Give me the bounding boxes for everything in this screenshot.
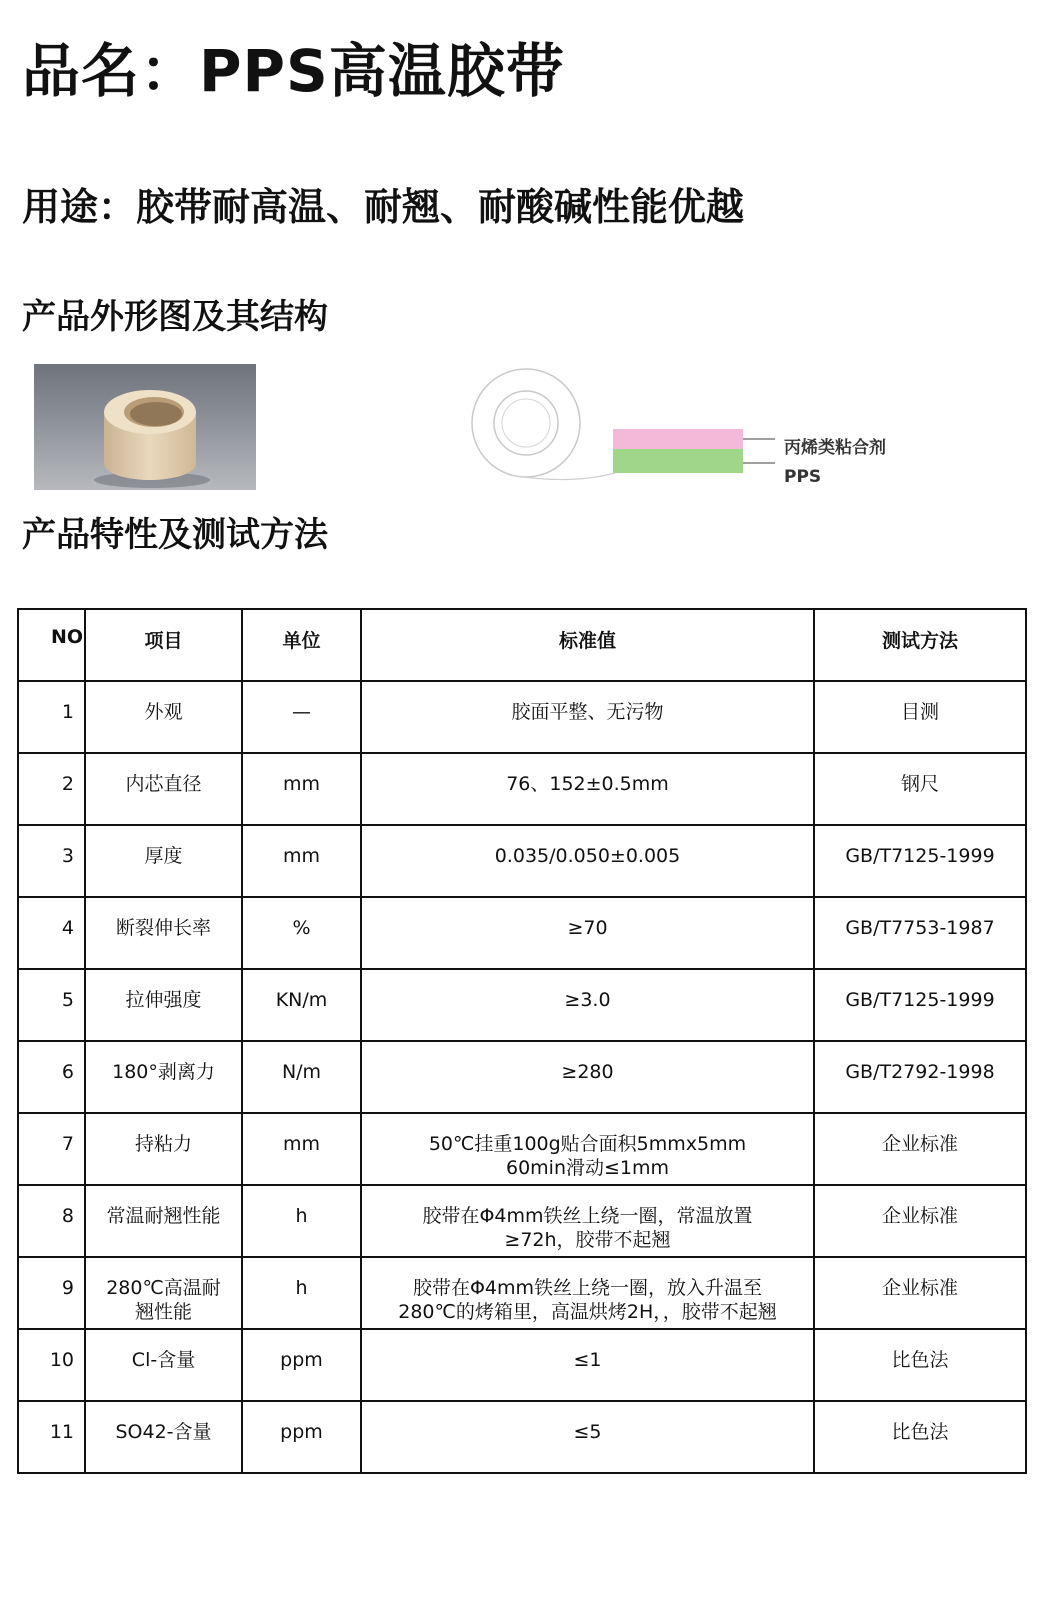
cell-no: 11 [18,1401,85,1473]
cell-standard: ≤5 [361,1401,814,1473]
structure-heading: 产品外形图及其结构 [22,297,328,337]
cell-method: 目测 [814,681,1026,753]
product-usage: 用途：胶带耐高温、耐翘、耐酸碱性能优越 [22,185,745,229]
cell-no: 2 [18,753,85,825]
table-header-row [18,609,1026,681]
cell-method: 企业标准 [814,1185,1026,1257]
col-header-no: NO [18,609,85,681]
cell-item: SO42-含量 [85,1401,242,1473]
cell-no: 4 [18,897,85,969]
cell-method: GB/T7125-1999 [814,825,1026,897]
cell-item [85,1257,242,1329]
cell-standard [361,1113,814,1185]
cell-method: GB/T7125-1999 [814,969,1026,1041]
cell-method: GB/T2792-1998 [814,1041,1026,1113]
col-header-item: 项目 [85,609,242,681]
cell-unit: mm [242,753,361,825]
cell-standard: 胶面平整、无污物 [361,681,814,753]
tape-roll-icon [34,364,256,490]
properties-heading: 产品特性及测试方法 [22,515,328,555]
cell-item: 厚度 [85,825,242,897]
standard-line-2: ≥72h，胶带不起翘 [504,1229,671,1251]
adhesive-layer-label: 丙烯类粘合剂 [784,438,886,458]
standard-line-2: 280℃的烤箱里，高温烘烤2H，，胶带不起翘 [398,1301,777,1323]
cell-standard: ≤1 [361,1329,814,1401]
cell-item: 常温耐翘性能 [85,1185,242,1257]
pps-layer-label: PPS [784,467,822,487]
cell-unit: ppm [242,1401,361,1473]
cell-standard: ≥70 [361,897,814,969]
table-row [18,681,1026,753]
cell-item: 断裂伸长率 [85,897,242,969]
cell-method: 企业标准 [814,1257,1026,1329]
cell-item: 内芯直径 [85,753,242,825]
col-header-standard: 标准值 [361,609,814,681]
table-row [18,1401,1026,1473]
tape-roll-photo [34,364,256,490]
cell-standard: ≥3.0 [361,969,814,1041]
standard-line-1: 胶带在Φ4mm铁丝上绕一圈，常温放置 [422,1205,753,1227]
cell-method: 企业标准 [814,1113,1026,1185]
pps-layer [613,449,743,473]
cell-unit: ppm [242,1329,361,1401]
tape-outer-ring [472,369,580,477]
spec-table [17,608,1027,1474]
cell-item: 外观 [85,681,242,753]
cell-no: 5 [18,969,85,1041]
table-row [18,1185,1026,1257]
cell-standard: 0.035/0.050±0.005 [361,825,814,897]
cell-no: 6 [18,1041,85,1113]
col-header-method: 测试方法 [814,609,1026,681]
cell-standard [361,1185,814,1257]
cell-unit: h [242,1185,361,1257]
item-line-1: 280℃高温耐 [106,1277,221,1299]
cell-method: 比色法 [814,1401,1026,1473]
cell-item: 180°剥离力 [85,1041,242,1113]
item-line-2: 翘性能 [134,1301,192,1323]
cell-standard [361,1257,814,1329]
cell-method: GB/T7753-1987 [814,897,1026,969]
table-row [18,753,1026,825]
table-row [18,825,1026,897]
table-row [18,1329,1026,1401]
cell-item: Cl-含量 [85,1329,242,1401]
standard-line-1: 胶带在Φ4mm铁丝上绕一圈，放入升温至 [412,1277,763,1299]
col-header-unit: 单位 [242,609,361,681]
cell-no: 10 [18,1329,85,1401]
cell-unit: mm [242,1113,361,1185]
cell-unit: N/m [242,1041,361,1113]
cell-no: 9 [18,1257,85,1329]
table-row [18,897,1026,969]
product-title: 品名：PPS高温胶带 [22,37,565,105]
table-row [18,1257,1026,1329]
cell-method: 钢尺 [814,753,1026,825]
cell-unit: mm [242,825,361,897]
cell-no: 1 [18,681,85,753]
cell-standard: 76、152±0.5mm [361,753,814,825]
cell-item: 持粘力 [85,1113,242,1185]
cell-no: 7 [18,1113,85,1185]
cell-no: 3 [18,825,85,897]
adhesive-layer [613,429,743,449]
table-row [18,1113,1026,1185]
cell-standard: ≥280 [361,1041,814,1113]
tape-structure-diagram [470,355,940,495]
cell-unit: h [242,1257,361,1329]
cell-item: 拉伸强度 [85,969,242,1041]
cell-unit: KN/m [242,969,361,1041]
standard-line-2: 60min滑动≤1mm [505,1157,670,1179]
standard-line-1: 50℃挂重100g贴合面积5mmx5mm [428,1133,747,1155]
table-row [18,1041,1026,1113]
cell-no: 8 [18,1185,85,1257]
cell-method: 比色法 [814,1329,1026,1401]
table-row [18,969,1026,1041]
cell-unit: — [242,681,361,753]
cell-unit: % [242,897,361,969]
